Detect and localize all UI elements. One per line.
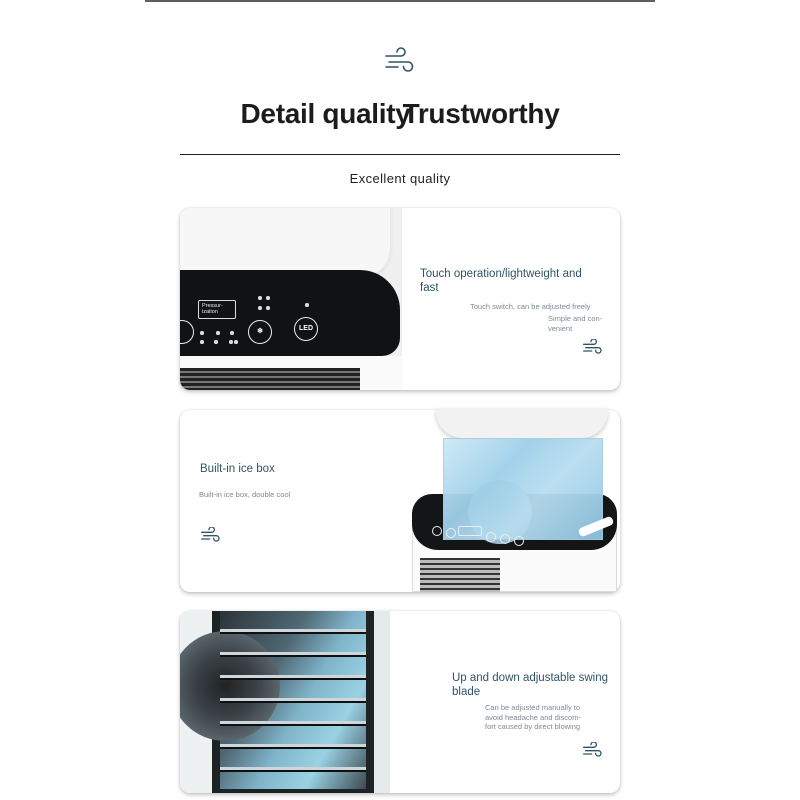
card-description-2-line2: venient xyxy=(548,323,573,333)
pressurization-label xyxy=(198,300,236,319)
page-title-part2: Trustworthy xyxy=(402,98,560,129)
product-image-control-panel xyxy=(180,208,402,390)
title-divider xyxy=(180,154,620,155)
feature-card-swing-blade xyxy=(180,611,620,793)
ice-button-icon: ❄ xyxy=(248,320,272,344)
wind-icon xyxy=(582,339,604,355)
card-description-2-line1: Simple and con- xyxy=(548,314,603,323)
card-title-line1: Up and down adjustable swing xyxy=(452,672,608,684)
card-description-line3: fort caused by direct blowing xyxy=(485,722,581,731)
wind-icon xyxy=(384,47,416,75)
card-title xyxy=(452,671,608,699)
card-title: Touch operation/lightweight and fast xyxy=(420,268,582,294)
product-image-swing-blade xyxy=(180,611,390,793)
pressurization-label-line1: Pressur- xyxy=(202,303,223,309)
card-description: Touch switch, can be adjusted freely xyxy=(470,302,591,311)
pressurization-label-line2: ization xyxy=(202,309,218,315)
feature-card-touch-operation xyxy=(180,208,620,390)
card-title: Built-in ice box xyxy=(200,463,275,475)
page-title xyxy=(0,98,800,130)
top-divider xyxy=(145,0,655,2)
card-description xyxy=(485,703,581,732)
card-description-line1: Can be adjusted manually to xyxy=(485,703,581,712)
feature-card-ice-box xyxy=(180,410,620,592)
section-subtitle: Excellent quality xyxy=(349,171,451,186)
led-button: LED xyxy=(294,317,318,341)
air-vent-grill xyxy=(180,368,360,390)
card-description: Built-in ice box, double cool xyxy=(199,490,291,499)
wind-icon xyxy=(200,527,222,543)
page-title-part1: Detail quality xyxy=(240,98,411,129)
wind-icon xyxy=(582,742,604,758)
card-description-2 xyxy=(548,314,602,333)
card-description-line2: avoid headache and discom- xyxy=(485,712,581,722)
card-title-line2: blade xyxy=(452,686,481,698)
